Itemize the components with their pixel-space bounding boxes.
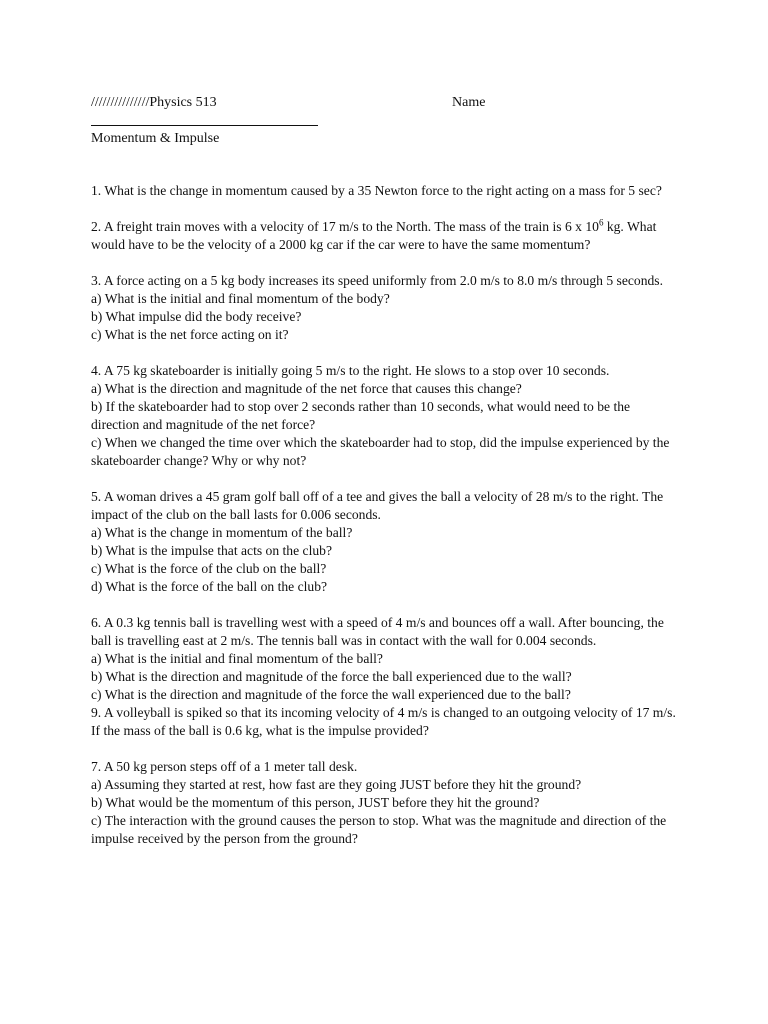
sub-question-a: a) What is the initial and final momentum of the ball?: [91, 651, 383, 666]
question-text: 6. A 0.3 kg tennis ball is travelling west with a speed of 4 m/s and bounces off a wall. After bouncing, the ball is travelling east at 2 m/s. The tennis ball was in contact with the wall for 0.004 seconds.: [91, 615, 664, 648]
sub-question-b: b) What would be the momentum of this person, JUST before they hit the ground?: [91, 795, 540, 810]
course-title: ///////////////Physics 513: [91, 95, 217, 110]
question-list: [91, 182, 681, 848]
question-text-post: kg. What would have to be the velocity of a 2000 kg car if the car were to have the same momentum?: [91, 219, 657, 252]
question-7: [91, 758, 681, 848]
question-3: [91, 272, 681, 344]
question-4: [91, 362, 681, 470]
question-6: [91, 614, 681, 740]
question-text: 3. A force acting on a 5 kg body increases its speed uniformly from 2.0 m/s to 8.0 m/s through 5 seconds.: [91, 273, 663, 288]
question-2: [91, 218, 681, 254]
sub-question-b: b) What impulse did the body receive?: [91, 309, 302, 324]
sub-question-a: a) What is the change in momentum of the ball?: [91, 525, 353, 540]
question-text: 5. A woman drives a 45 gram golf ball off of a tee and gives the ball a velocity of 28 m/s to the right. The impact of the club on the ball lasts for 0.006 seconds.: [91, 489, 664, 522]
header: [91, 94, 691, 114]
question-text-pre: 2. A freight train moves with a velocity of 17 m/s to the North. The mass of the train is 6 x 10: [91, 219, 599, 234]
question-text: [91, 218, 681, 254]
question-text: 1. What is the change in momentum caused by a 35 Newton force to the right acting on a mass for 5 sec?: [91, 183, 662, 198]
sub-question-c: c) The interaction with the ground causes the person to stop. What was the magnitude and direction of the impulse received by the person from the ground?: [91, 813, 667, 846]
sub-question-b: b) If the skateboarder had to stop over 2 seconds rather than 10 seconds, what would need to be the direction and magnitude of the net force?: [91, 399, 631, 432]
question-1: [91, 182, 681, 200]
sub-question-b: b) What is the impulse that acts on the club?: [91, 543, 332, 558]
sub-question-d: d) What is the force of the ball on the club?: [91, 579, 328, 594]
name-label: Name: [452, 95, 486, 110]
sub-question-a: a) What is the initial and final momentum of the body?: [91, 291, 390, 306]
sub-question-a: a) What is the direction and magnitude of the net force that causes this change?: [91, 381, 522, 396]
sub-question-c: c) What is the net force acting on it?: [91, 327, 289, 342]
question-5: [91, 488, 681, 596]
sub-question-c: c) When we changed the time over which the skateboarder had to stop, did the impulse experienced by the skateboarder change? Why or why not?: [91, 435, 670, 468]
sub-question-c: c) What is the force of the club on the ball?: [91, 561, 327, 576]
sub-question-a: a) Assuming they started at rest, how fast are they going JUST before they hit the ground?: [91, 777, 582, 792]
sub-question-b: b) What is the direction and magnitude of the force the ball experienced due to the wall?: [91, 669, 572, 684]
header-underline: [91, 125, 318, 126]
question-text: 4. A 75 kg skateboarder is initially going 5 m/s to the right. He slows to a stop over 10 seconds.: [91, 363, 610, 378]
worksheet-subtitle: Momentum & Impulse: [91, 131, 220, 146]
exponent: 6: [598, 217, 604, 228]
question-text: 7. A 50 kg person steps off of a 1 meter tall desk.: [91, 759, 358, 774]
question-9-text: 9. A volleyball is spiked so that its incoming velocity of 4 m/s is changed to an outgoing velocity of 17 m/s. If the mass of the ball is 0.6 kg, what is the impulse provided?: [91, 705, 676, 738]
sub-question-c: c) What is the direction and magnitude of the force the wall experienced due to the ball?: [91, 687, 571, 702]
